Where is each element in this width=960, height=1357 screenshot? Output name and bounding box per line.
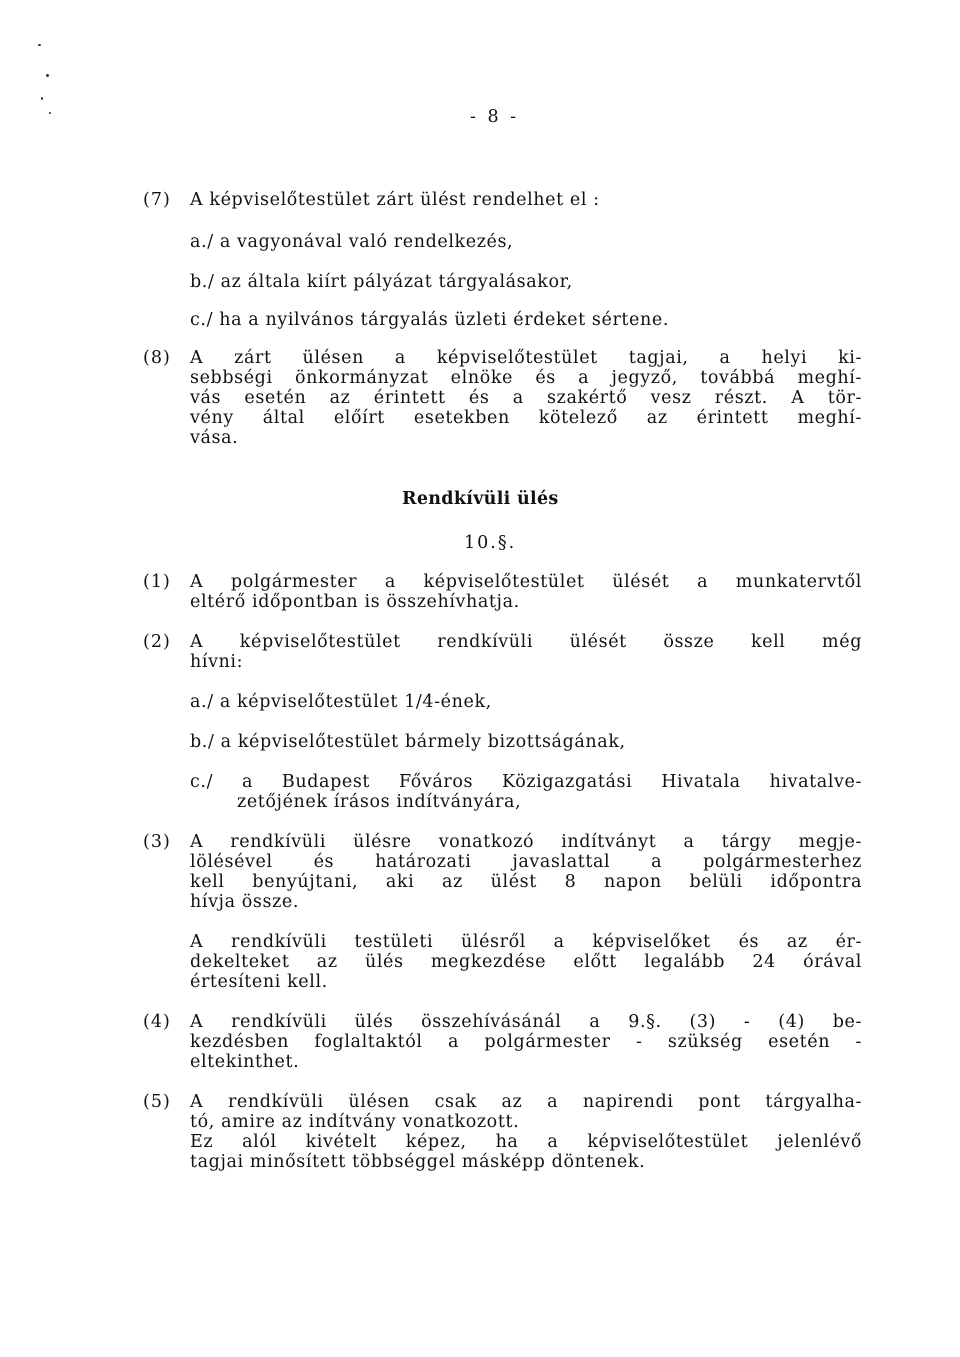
paragraph-line: A rendkívüli testületi ülésről a képviselőket és az ér- xyxy=(190,932,862,952)
list-item: b./ a képviselőtestület bármely bizottságának, xyxy=(190,732,626,752)
scan-speck xyxy=(49,112,51,114)
scan-speck xyxy=(38,44,41,46)
paragraph-line: sebbségi önkormányzat elnöke és a jegyző, továbbá meghí- xyxy=(190,368,862,388)
scan-speck xyxy=(41,97,43,100)
list-item: b./ az általa kiírt pályázat tárgyalásakor, xyxy=(190,272,573,292)
paragraph-number: (4) xyxy=(143,1012,171,1032)
scan-speck xyxy=(46,74,49,77)
paragraph-body xyxy=(190,832,862,912)
paragraph-number: (7) xyxy=(143,190,171,210)
list-item: c./ ha a nyilvános tárgyalás üzleti érdeket sértene. xyxy=(190,310,669,330)
list-item-body xyxy=(190,772,862,812)
paragraph-line: tó, amire az indítvány vonatkozott. xyxy=(190,1112,520,1132)
paragraph-line: A képviselőtestület zárt ülést rendelhet el : xyxy=(190,190,600,210)
list-item-line: c./ a Budapest Főváros Közigazgatási Hivatala hivatalve- xyxy=(190,772,862,792)
paragraph-line: hívni: xyxy=(190,652,244,672)
paragraph-number: (8) xyxy=(143,348,171,368)
paragraph-line: lölésével és határozati javaslattal a polgármesterhez xyxy=(190,852,862,872)
paragraph-line: dekelteket az ülés megkezdése előtt legalább 24 órával xyxy=(190,952,862,972)
page-number: - 8 - xyxy=(470,107,520,127)
paragraph-line: eltekinthet. xyxy=(190,1052,300,1072)
paragraph-number: (3) xyxy=(143,832,171,852)
paragraph-line: A képviselőtestület rendkívüli ülését össze kell még xyxy=(190,632,862,652)
paragraph-number: (1) xyxy=(143,572,171,592)
paragraph-line: vény által előírt esetekben kötelező az érintett meghí- xyxy=(190,408,862,428)
paragraph-number: (2) xyxy=(143,632,171,652)
paragraph-body xyxy=(190,572,862,612)
list-item: a./ a vagyonával való rendelkezés, xyxy=(190,232,514,252)
paragraph-line: kezdésben foglaltaktól a polgármester - szükség esetén - xyxy=(190,1032,862,1052)
paragraph-body xyxy=(190,1092,862,1172)
paragraph-line: tagjai minősített többséggel másképp döntenek. xyxy=(190,1152,646,1172)
paragraph-body xyxy=(190,348,862,448)
paragraph-line: A zárt ülésen a képviselőtestület tagjai, a helyi ki- xyxy=(190,348,862,368)
list-item: a./ a képviselőtestület 1/4-ének, xyxy=(190,692,492,712)
paragraph-line: A rendkívüli ülésre vonatkozó indítványt a tárgy megje- xyxy=(190,832,862,852)
paragraph-line: A rendkívüli ülésen csak az a napirendi pont tárgyalha- xyxy=(190,1092,862,1112)
section-heading: Rendkívüli ülés xyxy=(402,489,559,509)
paragraph-line: A rendkívüli ülés összehívásánál a 9.§. (3) - (4) be- xyxy=(190,1012,862,1032)
paragraph-line: Ez alól kivételt képez, ha a képviselőtestület jelenlévő xyxy=(190,1132,862,1152)
paragraph-line: vás esetén az érintett és a szakértő vesz részt. A tör- xyxy=(190,388,862,408)
paragraph-line: eltérő időpontban is összehívhatja. xyxy=(190,592,520,612)
paragraph-line: kell benyújtani, aki az ülést 8 napon belüli időpontra xyxy=(190,872,862,892)
paragraph-line: A polgármester a képviselőtestület ülését a munkatervtől xyxy=(190,572,862,592)
paragraph-body xyxy=(190,190,862,210)
list-item-line: zetőjének írásos indítványára, xyxy=(237,792,522,812)
paragraph-line: értesíteni kell. xyxy=(190,972,328,992)
paragraph-number: (5) xyxy=(143,1092,171,1112)
paragraph-body xyxy=(190,632,862,672)
paragraph-body xyxy=(190,932,862,992)
section-number: 10.§. xyxy=(464,533,517,553)
paragraph-line: vása. xyxy=(190,428,239,448)
paragraph-line: hívja össze. xyxy=(190,892,300,912)
paragraph-body xyxy=(190,1012,862,1072)
